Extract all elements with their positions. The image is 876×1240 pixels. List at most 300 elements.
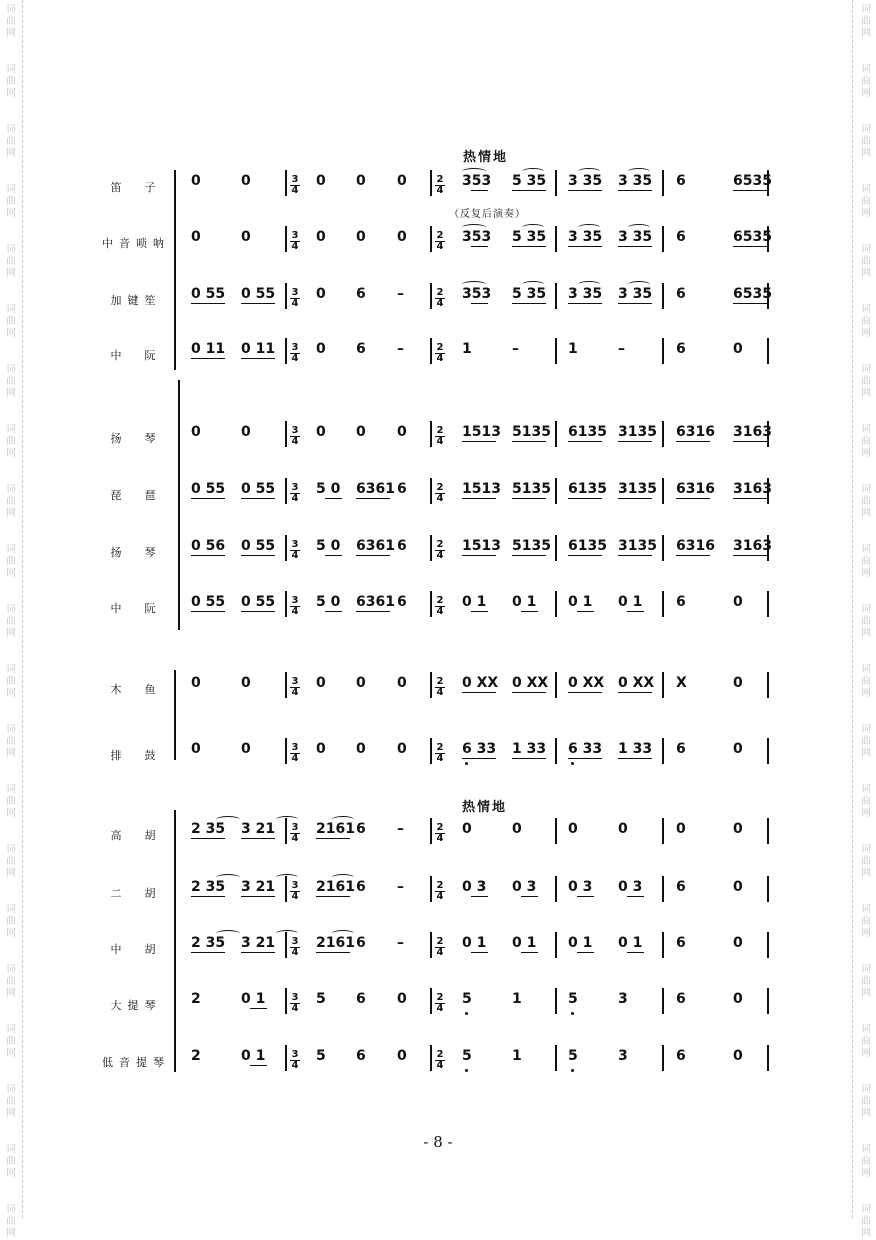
time-signature: [435, 343, 445, 364]
barline: [430, 738, 432, 764]
instrument-label: 低音提琴: [102, 1056, 170, 1069]
watermark-wang-glyph: 网: [6, 688, 16, 699]
time-signature-bottom: 4: [291, 1003, 299, 1014]
time-signature-bottom: 4: [436, 298, 444, 309]
watermark-ci-glyph: 词: [861, 844, 871, 855]
note-group: 0 1: [568, 594, 593, 610]
time-signature-top: 2: [436, 1049, 444, 1060]
note-group: 6: [356, 1048, 366, 1064]
time-signature-bottom: 4: [291, 241, 299, 252]
note-group: 3163: [733, 538, 772, 554]
note-group: 0: [241, 741, 251, 757]
group-brace-strings: [174, 810, 180, 1072]
note-group: 2161: [316, 821, 355, 837]
beam-underline: [618, 190, 652, 191]
time-signature-top: 2: [436, 880, 444, 891]
slur-mark: [628, 224, 650, 231]
octave-dot: [571, 1069, 574, 1072]
time-signature: [290, 175, 300, 196]
instrument-label: 扬 琴: [110, 546, 162, 559]
watermark-ci-glyph: 词: [6, 124, 16, 135]
beam-underline: [471, 896, 488, 897]
beam-underline: [676, 441, 710, 442]
beam-underline: [191, 498, 225, 499]
note-group: 0: [356, 424, 366, 440]
note-group: 5: [568, 1048, 578, 1064]
note-group: 0 1: [462, 935, 487, 951]
time-signature: [290, 881, 300, 902]
note-group: –: [397, 879, 404, 895]
watermark-wang-glyph: 网: [6, 988, 16, 999]
watermark-qu-glyph: 曲: [6, 136, 16, 147]
note-group: 6: [397, 594, 407, 610]
note-group: 5 0: [316, 481, 341, 497]
note-group: 0: [462, 821, 472, 837]
beam-underline: [627, 896, 644, 897]
time-signature: [435, 743, 445, 764]
note-group: 6: [397, 538, 407, 554]
barline: [662, 988, 664, 1014]
beam-underline: [356, 611, 390, 612]
barline: [430, 170, 432, 196]
barline: [767, 818, 769, 844]
time-signature: [290, 231, 300, 252]
note-group: 0: [733, 1048, 743, 1064]
note-group: 6535: [733, 286, 772, 302]
watermark-wang-glyph: 网: [861, 748, 871, 759]
beam-underline: [241, 498, 275, 499]
beam-underline: [462, 692, 496, 693]
note-group: 6: [356, 821, 366, 837]
note-group: 0 1: [512, 594, 537, 610]
octave-dot: [465, 1069, 468, 1072]
time-signature-bottom: 4: [291, 891, 299, 902]
watermark-wang-glyph: 网: [861, 28, 871, 39]
beam-underline: [191, 838, 225, 839]
barline: [555, 932, 557, 958]
time-signature: [435, 881, 445, 902]
note-group: 5135: [512, 481, 551, 497]
instrument-label: 高 胡: [110, 829, 162, 842]
watermark-ci-glyph: 词: [6, 1204, 16, 1215]
note-group: 3135: [618, 538, 657, 554]
beam-underline: [676, 498, 710, 499]
watermark-ci-glyph: 词: [861, 304, 871, 315]
note-group: 6135: [568, 538, 607, 554]
note-group: 0 3: [568, 879, 593, 895]
watermark-qu-glyph: 曲: [6, 376, 16, 387]
note-group: 3: [618, 991, 628, 1007]
slur-mark: [332, 874, 354, 881]
beam-underline: [325, 498, 342, 499]
barline: [285, 591, 287, 617]
watermark-wang-glyph: 网: [861, 208, 871, 219]
time-signature-bottom: 4: [436, 891, 444, 902]
time-signature: [290, 483, 300, 504]
instrument-label: 大提琴: [110, 999, 162, 1012]
slur-mark: [216, 874, 240, 881]
beam-underline: [316, 952, 350, 953]
beam-underline: [191, 611, 225, 612]
watermark-wang-glyph: 网: [6, 28, 16, 39]
watermark-qu-glyph: 曲: [6, 616, 16, 627]
watermark-ci-glyph: 词: [6, 784, 16, 795]
slur-mark: [462, 281, 486, 288]
note-group: 0: [241, 424, 251, 440]
note-group: 0: [733, 341, 743, 357]
barline: [555, 738, 557, 764]
note-group: 0: [397, 675, 407, 691]
note-group: 0 55: [241, 538, 276, 554]
barline: [430, 672, 432, 698]
time-signature-top: 2: [436, 342, 444, 353]
watermark-ci-glyph: 词: [861, 964, 871, 975]
beam-underline: [250, 1008, 267, 1009]
barline: [430, 535, 432, 561]
watermark-ci-glyph: 词: [6, 904, 16, 915]
watermark-wang-glyph: 网: [6, 388, 16, 399]
time-signature: [435, 823, 445, 844]
beam-underline: [512, 498, 546, 499]
watermark-ci-glyph: 词: [6, 724, 16, 735]
note-group: X: [676, 675, 687, 691]
note-group: 1: [512, 1048, 522, 1064]
watermark-ci-glyph: 词: [861, 1024, 871, 1035]
note-group: 6: [356, 341, 366, 357]
beam-underline: [618, 498, 652, 499]
slur-mark: [522, 168, 544, 175]
beam-underline: [568, 303, 602, 304]
octave-dot: [571, 762, 574, 765]
note-group: 0: [316, 173, 326, 189]
watermark-ci-glyph: 词: [6, 424, 16, 435]
time-signature: [290, 677, 300, 698]
time-signature: [290, 937, 300, 958]
watermark-qu-glyph: 曲: [861, 376, 871, 387]
beam-underline: [241, 896, 275, 897]
watermark-ci-glyph: 词: [6, 844, 16, 855]
beam-underline: [733, 555, 767, 556]
watermark-wang-glyph: 网: [861, 568, 871, 579]
barline: [662, 478, 664, 504]
watermark-wang-glyph: 网: [6, 808, 16, 819]
watermark-wang-glyph: 网: [861, 1228, 871, 1239]
time-signature-top: 3: [291, 880, 299, 891]
watermark-qu-glyph: 曲: [6, 1096, 16, 1107]
watermark-ci-glyph: 词: [861, 424, 871, 435]
group-brace-winds: [174, 170, 180, 370]
note-group: 0: [356, 173, 366, 189]
time-signature-bottom: 4: [436, 436, 444, 447]
watermark-qu-glyph: 曲: [861, 196, 871, 207]
beam-underline: [462, 441, 496, 442]
watermark-qu-glyph: 曲: [861, 616, 871, 627]
barline: [285, 535, 287, 561]
beam-underline: [191, 303, 225, 304]
time-signature-bottom: 4: [436, 185, 444, 196]
barline: [285, 170, 287, 196]
note-group: 6: [676, 935, 686, 951]
watermark-wang-glyph: 网: [861, 808, 871, 819]
note-group: 353: [462, 286, 492, 302]
instrument-label: 琵 琶: [110, 489, 162, 502]
barline: [767, 1045, 769, 1071]
time-signature-top: 2: [436, 595, 444, 606]
barline: [555, 672, 557, 698]
note-group: 3 35: [568, 229, 603, 245]
note-group: 0: [191, 229, 201, 245]
time-signature: [290, 596, 300, 617]
note-group: 0 1: [618, 594, 643, 610]
note-group: 6135: [568, 481, 607, 497]
time-signature-top: 3: [291, 287, 299, 298]
watermark-wang-glyph: 网: [861, 688, 871, 699]
beam-underline: [241, 838, 275, 839]
beam-underline: [462, 758, 496, 759]
beam-underline: [471, 303, 488, 304]
note-group: 0: [618, 821, 628, 837]
barline: [767, 876, 769, 902]
barline: [662, 535, 664, 561]
note-group: 0 XX: [618, 675, 655, 691]
note-group: 2161: [316, 879, 355, 895]
instrument-label: 扬 琴: [110, 432, 162, 445]
note-group: 0: [733, 935, 743, 951]
watermark-ci-glyph: 词: [6, 484, 16, 495]
watermark-wang-glyph: 网: [861, 508, 871, 519]
time-signature-bottom: 4: [291, 833, 299, 844]
note-group: 0 XX: [568, 675, 605, 691]
watermark-ci-glyph: 词: [6, 184, 16, 195]
watermark-qu-glyph: 曲: [6, 256, 16, 267]
watermark-ci-glyph: 词: [861, 1144, 871, 1155]
note-group: 1 33: [512, 741, 547, 757]
watermark-wang-glyph: 网: [861, 868, 871, 879]
note-group: 0: [733, 879, 743, 895]
beam-underline: [325, 555, 342, 556]
barline: [430, 1045, 432, 1071]
watermark-qu-glyph: 曲: [6, 16, 16, 27]
time-signature: [435, 231, 445, 252]
note-group: 0 1: [618, 935, 643, 951]
watermark-qu-glyph: 曲: [861, 16, 871, 27]
time-signature-top: 3: [291, 595, 299, 606]
beam-underline: [733, 303, 767, 304]
note-group: 6: [676, 286, 686, 302]
watermark-qu-glyph: 曲: [861, 316, 871, 327]
note-group: 3: [618, 1048, 628, 1064]
slur-mark: [332, 816, 354, 823]
instrument-label: 中 阮: [110, 349, 162, 362]
beam-underline: [241, 555, 275, 556]
watermark-wang-glyph: 网: [861, 88, 871, 99]
barline: [555, 226, 557, 252]
time-signature-top: 3: [291, 482, 299, 493]
watermark-qu-glyph: 曲: [6, 796, 16, 807]
note-group: 6: [676, 229, 686, 245]
beam-underline: [618, 692, 652, 693]
note-group: 0: [397, 991, 407, 1007]
note-group: 3 35: [618, 286, 653, 302]
note-group: 0 3: [618, 879, 643, 895]
time-signature-bottom: 4: [291, 298, 299, 309]
watermark-ci-glyph: 词: [861, 4, 871, 15]
note-group: 0: [397, 173, 407, 189]
time-signature-top: 3: [291, 992, 299, 1003]
note-group: 6: [356, 286, 366, 302]
note-group: 5: [568, 991, 578, 1007]
note-group: 1513: [462, 538, 501, 554]
time-signature: [435, 677, 445, 698]
beam-underline: [618, 246, 652, 247]
time-signature-top: 2: [436, 174, 444, 185]
barline: [662, 932, 664, 958]
watermark-wang-glyph: 网: [6, 1228, 16, 1239]
note-group: 0: [397, 424, 407, 440]
time-signature: [435, 1050, 445, 1071]
time-signature-top: 3: [291, 174, 299, 185]
note-group: 0: [397, 1048, 407, 1064]
note-group: 0: [568, 821, 578, 837]
note-group: 0: [316, 741, 326, 757]
beam-underline: [568, 190, 602, 191]
beam-underline: [618, 555, 652, 556]
watermark-ci-glyph: 词: [861, 64, 871, 75]
time-signature-bottom: 4: [291, 493, 299, 504]
note-group: 3 35: [618, 229, 653, 245]
time-signature-top: 2: [436, 676, 444, 687]
beam-underline: [568, 441, 602, 442]
watermark-wang-glyph: 网: [861, 148, 871, 159]
watermark-ci-glyph: 词: [861, 904, 871, 915]
beam-underline: [512, 692, 546, 693]
watermark-ci-glyph: 词: [861, 1204, 871, 1215]
time-signature-top: 3: [291, 425, 299, 436]
barline: [767, 591, 769, 617]
note-group: 0 55: [191, 286, 226, 302]
barline: [767, 988, 769, 1014]
time-signature-top: 2: [436, 482, 444, 493]
barline: [662, 818, 664, 844]
repeat-annotation: （反复后演奏）: [449, 209, 526, 220]
note-group: 0 56: [191, 538, 226, 554]
watermark-wang-glyph: 网: [6, 1048, 16, 1059]
time-signature-bottom: 4: [291, 185, 299, 196]
note-group: 0: [241, 173, 251, 189]
watermark-qu-glyph: 曲: [861, 436, 871, 447]
note-group: 1: [462, 341, 472, 357]
watermark-wang-glyph: 网: [6, 868, 16, 879]
note-group: 0 XX: [512, 675, 549, 691]
time-signature: [435, 540, 445, 561]
watermark-ci-glyph: 词: [6, 544, 16, 555]
note-group: 6535: [733, 173, 772, 189]
watermark-qu-glyph: 曲: [6, 196, 16, 207]
beam-underline: [618, 441, 652, 442]
note-group: 6361: [356, 594, 395, 610]
slur-mark: [462, 224, 486, 231]
watermark-qu-glyph: 曲: [861, 976, 871, 987]
watermark-ci-glyph: 词: [6, 964, 16, 975]
note-group: 5: [316, 991, 326, 1007]
note-group: 1 33: [618, 741, 653, 757]
time-signature-bottom: 4: [291, 753, 299, 764]
time-signature-bottom: 4: [436, 687, 444, 698]
barline: [430, 283, 432, 309]
watermark-wang-glyph: 网: [861, 928, 871, 939]
note-group: 0: [191, 675, 201, 691]
time-signature-top: 3: [291, 230, 299, 241]
beam-underline: [521, 611, 538, 612]
watermark-qu-glyph: 曲: [6, 1216, 16, 1227]
watermark-wang-glyph: 网: [861, 1048, 871, 1059]
barline: [555, 818, 557, 844]
note-group: 6361: [356, 481, 395, 497]
barline: [662, 421, 664, 447]
slur-mark: [628, 281, 650, 288]
note-group: 5 0: [316, 538, 341, 554]
watermark-qu-glyph: 曲: [6, 496, 16, 507]
watermark-ci-glyph: 词: [6, 64, 16, 75]
note-group: 0 XX: [462, 675, 499, 691]
beam-underline: [568, 555, 602, 556]
watermark-wang-glyph: 网: [6, 928, 16, 939]
watermark-wang-glyph: 网: [6, 628, 16, 639]
time-signature: [290, 1050, 300, 1071]
beam-underline: [568, 758, 602, 759]
beam-underline: [618, 758, 652, 759]
watermark-ci-glyph: 词: [861, 184, 871, 195]
slur-mark: [522, 224, 544, 231]
beam-underline: [462, 498, 496, 499]
watermark-wang-glyph: 网: [861, 268, 871, 279]
watermark-qu-glyph: 曲: [6, 76, 16, 87]
time-signature: [290, 426, 300, 447]
watermark-wang-glyph: 网: [6, 88, 16, 99]
note-group: 6316: [676, 424, 715, 440]
watermark-ci-glyph: 词: [6, 244, 16, 255]
note-group: 6: [356, 935, 366, 951]
note-group: 5: [316, 1048, 326, 1064]
barline: [662, 1045, 664, 1071]
note-group: 2 35: [191, 879, 226, 895]
barline: [430, 876, 432, 902]
note-group: 5: [462, 991, 472, 1007]
note-group: 3135: [618, 481, 657, 497]
note-group: 0: [733, 821, 743, 837]
watermark-ci-glyph: 词: [6, 664, 16, 675]
watermark-qu-glyph: 曲: [861, 916, 871, 927]
note-group: 6535: [733, 229, 772, 245]
note-group: 6 33: [568, 741, 603, 757]
time-signature-bottom: 4: [436, 606, 444, 617]
note-group: 6316: [676, 481, 715, 497]
watermark-ci-glyph: 词: [861, 124, 871, 135]
watermark-qu-glyph: 曲: [6, 1036, 16, 1047]
note-group: 6: [397, 481, 407, 497]
time-signature-top: 2: [436, 992, 444, 1003]
watermark-qu-glyph: 曲: [6, 316, 16, 327]
beam-underline: [241, 358, 275, 359]
beam-underline: [521, 896, 538, 897]
note-group: 0: [316, 675, 326, 691]
watermark-wang-glyph: 网: [6, 1108, 16, 1119]
note-group: 0: [397, 741, 407, 757]
beam-underline: [356, 498, 390, 499]
time-signature-top: 3: [291, 1049, 299, 1060]
time-signature-top: 2: [436, 539, 444, 550]
note-group: 0: [316, 424, 326, 440]
